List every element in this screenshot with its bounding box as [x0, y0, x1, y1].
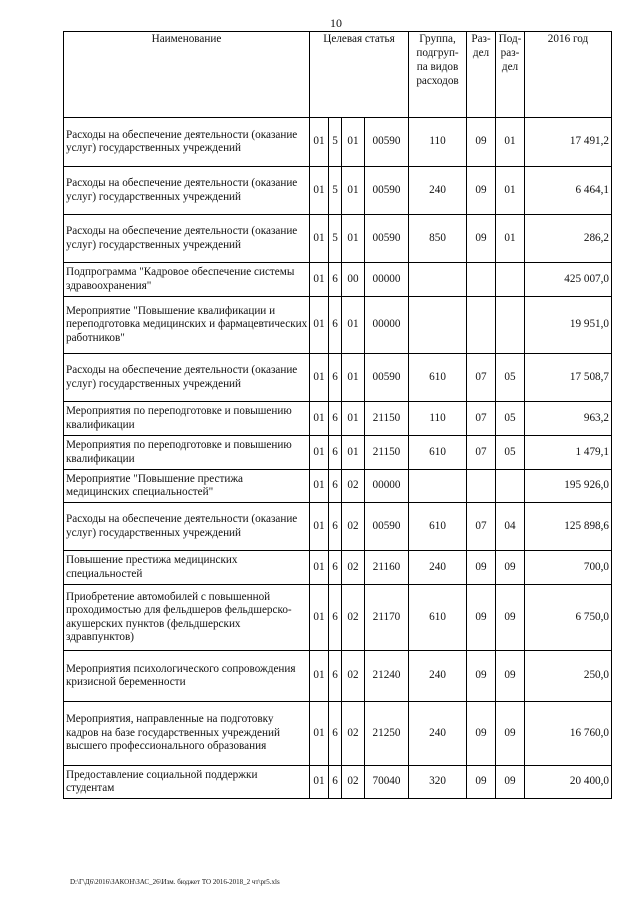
table-row [64, 402, 612, 436]
amount-2016: 286,2 [525, 215, 612, 263]
subsection-code: 04 [496, 503, 525, 551]
target-part-3: 02 [342, 702, 365, 766]
target-part-1: 01 [310, 215, 329, 263]
expense-group [409, 263, 467, 297]
row-name: Предоставление социальной поддержки студентам [64, 766, 310, 799]
target-code: 00000 [365, 263, 409, 297]
section-code: 09 [467, 118, 496, 167]
expense-group: 240 [409, 167, 467, 215]
subsection-code: 01 [496, 215, 525, 263]
expense-group: 240 [409, 702, 467, 766]
target-part-2: 6 [329, 551, 342, 585]
table-row [64, 263, 612, 297]
page-number: 10 [330, 16, 342, 30]
table-row [64, 503, 612, 551]
target-code: 00590 [365, 118, 409, 167]
amount-2016: 125 898,6 [525, 503, 612, 551]
amount-2016: 700,0 [525, 551, 612, 585]
target-part-2: 6 [329, 503, 342, 551]
section-code [467, 470, 496, 503]
subsection-code [496, 263, 525, 297]
column-header-target: Целевая статья [310, 32, 409, 118]
row-name: Мероприятия, направленные на подготовку кадров на базе государственных учреждений высшего профессионального образования [64, 702, 310, 766]
expense-group [409, 297, 467, 354]
target-part-2: 6 [329, 702, 342, 766]
target-part-2: 5 [329, 118, 342, 167]
amount-2016: 195 926,0 [525, 470, 612, 503]
table-header-row [64, 32, 612, 118]
table-row [64, 297, 612, 354]
target-part-3: 00 [342, 263, 365, 297]
row-name: Повышение престижа медицинских специальностей [64, 551, 310, 585]
row-name: Приобретение автомобилей с повышенной проходимостью для фельдшеров фельдшерско-акушерских пунктов (фельдшерских здравпунктов) [64, 585, 310, 651]
target-code: 00590 [365, 167, 409, 215]
target-part-3: 02 [342, 585, 365, 651]
budget-table [63, 31, 612, 799]
subsection-code [496, 297, 525, 354]
row-name: Мероприятия по переподготовке и повышению квалификации [64, 436, 310, 470]
target-part-2: 5 [329, 167, 342, 215]
target-part-1: 01 [310, 766, 329, 799]
amount-2016: 963,2 [525, 402, 612, 436]
column-header-year: 2016 год [525, 32, 612, 118]
table-row [64, 354, 612, 402]
target-code: 21160 [365, 551, 409, 585]
target-code: 00590 [365, 354, 409, 402]
target-part-1: 01 [310, 585, 329, 651]
amount-2016: 20 400,0 [525, 766, 612, 799]
target-part-2: 6 [329, 402, 342, 436]
target-part-1: 01 [310, 436, 329, 470]
target-part-3: 01 [342, 118, 365, 167]
target-part-3: 01 [342, 215, 365, 263]
target-part-3: 01 [342, 297, 365, 354]
target-part-3: 01 [342, 167, 365, 215]
target-part-1: 01 [310, 167, 329, 215]
target-part-3: 02 [342, 470, 365, 503]
expense-group: 610 [409, 585, 467, 651]
target-code: 21170 [365, 585, 409, 651]
amount-2016: 17 508,7 [525, 354, 612, 402]
expense-group: 240 [409, 551, 467, 585]
subsection-code [496, 470, 525, 503]
target-code: 00590 [365, 215, 409, 263]
row-name: Расходы на обеспечение деятельности (оказание услуг) государственных учреждений [64, 215, 310, 263]
row-name: Мероприятия по переподготовке и повышению квалификации [64, 402, 310, 436]
amount-2016: 6 464,1 [525, 167, 612, 215]
table-row [64, 585, 612, 651]
row-name: Расходы на обеспечение деятельности (оказание услуг) государственных учреждений [64, 118, 310, 167]
target-part-2: 6 [329, 651, 342, 702]
section-code: 09 [467, 766, 496, 799]
subsection-code: 05 [496, 354, 525, 402]
expense-group: 850 [409, 215, 467, 263]
target-part-2: 6 [329, 354, 342, 402]
target-part-1: 01 [310, 702, 329, 766]
table-row [64, 702, 612, 766]
target-part-2: 5 [329, 215, 342, 263]
target-part-1: 01 [310, 470, 329, 503]
row-name: Мероприятие "Повышение престижа медицинских специальностей" [64, 470, 310, 503]
subsection-code: 09 [496, 766, 525, 799]
target-part-2: 6 [329, 436, 342, 470]
target-code: 00590 [365, 503, 409, 551]
section-code: 07 [467, 503, 496, 551]
target-part-3: 02 [342, 503, 365, 551]
target-part-2: 6 [329, 470, 342, 503]
target-code: 00000 [365, 297, 409, 354]
target-part-1: 01 [310, 263, 329, 297]
column-header-section: Раз-дел [467, 32, 496, 118]
table-row [64, 551, 612, 585]
expense-group: 240 [409, 651, 467, 702]
target-code: 21150 [365, 402, 409, 436]
row-name: Мероприятия психологического сопровождения кризисной беременности [64, 651, 310, 702]
row-name: Расходы на обеспечение деятельности (оказание услуг) государственных учреждений [64, 354, 310, 402]
target-part-3: 01 [342, 354, 365, 402]
row-name: Расходы на обеспечение деятельности (оказание услуг) государственных учреждений [64, 503, 310, 551]
table-row [64, 215, 612, 263]
expense-group: 610 [409, 503, 467, 551]
row-name: Подпрограмма "Кадровое обеспечение системы здравоохранения" [64, 263, 310, 297]
table-row [64, 167, 612, 215]
column-header-subsection: Под-раз-дел [496, 32, 525, 118]
target-code: 21150 [365, 436, 409, 470]
target-part-1: 01 [310, 402, 329, 436]
subsection-code: 09 [496, 651, 525, 702]
target-part-1: 01 [310, 354, 329, 402]
amount-2016: 250,0 [525, 651, 612, 702]
target-code: 70040 [365, 766, 409, 799]
expense-group [409, 470, 467, 503]
column-header-name: Наименование [64, 32, 310, 118]
row-name: Мероприятие "Повышение квалификации и переподготовка медицинских и фармацевтических работников" [64, 297, 310, 354]
section-code: 09 [467, 585, 496, 651]
target-code: 00000 [365, 470, 409, 503]
target-part-1: 01 [310, 551, 329, 585]
file-path-footer: D:\Г\Д6\2016\ЗАКОН\ЗАС_26\Изм. бюджет ТО 2016-2018_2 чт\pr5.xls [70, 878, 280, 886]
amount-2016: 425 007,0 [525, 263, 612, 297]
section-code: 09 [467, 167, 496, 215]
target-code: 21250 [365, 702, 409, 766]
section-code [467, 297, 496, 354]
expense-group: 610 [409, 436, 467, 470]
subsection-code: 05 [496, 436, 525, 470]
subsection-code: 09 [496, 702, 525, 766]
column-header-group: Группа, подгруп-па видов расходов [409, 32, 467, 118]
target-part-3: 02 [342, 766, 365, 799]
target-part-2: 6 [329, 766, 342, 799]
section-code: 09 [467, 651, 496, 702]
target-part-1: 01 [310, 297, 329, 354]
amount-2016: 19 951,0 [525, 297, 612, 354]
amount-2016: 6 750,0 [525, 585, 612, 651]
subsection-code: 09 [496, 585, 525, 651]
amount-2016: 17 491,2 [525, 118, 612, 167]
section-code: 07 [467, 402, 496, 436]
section-code: 09 [467, 215, 496, 263]
expense-group: 320 [409, 766, 467, 799]
target-part-3: 01 [342, 436, 365, 470]
section-code: 07 [467, 436, 496, 470]
section-code: 09 [467, 551, 496, 585]
expense-group: 110 [409, 118, 467, 167]
section-code [467, 263, 496, 297]
subsection-code: 09 [496, 551, 525, 585]
row-name: Расходы на обеспечение деятельности (оказание услуг) государственных учреждений [64, 167, 310, 215]
target-part-2: 6 [329, 297, 342, 354]
subsection-code: 05 [496, 402, 525, 436]
target-part-1: 01 [310, 651, 329, 702]
expense-group: 110 [409, 402, 467, 436]
table-row [64, 651, 612, 702]
target-code: 21240 [365, 651, 409, 702]
subsection-code: 01 [496, 118, 525, 167]
table-row [64, 470, 612, 503]
target-part-3: 01 [342, 402, 365, 436]
target-part-1: 01 [310, 118, 329, 167]
amount-2016: 16 760,0 [525, 702, 612, 766]
target-part-3: 02 [342, 551, 365, 585]
subsection-code: 01 [496, 167, 525, 215]
target-part-2: 6 [329, 263, 342, 297]
amount-2016: 1 479,1 [525, 436, 612, 470]
target-part-3: 02 [342, 651, 365, 702]
table-row [64, 436, 612, 470]
section-code: 09 [467, 702, 496, 766]
expense-group: 610 [409, 354, 467, 402]
section-code: 07 [467, 354, 496, 402]
table-row [64, 766, 612, 799]
table-row [64, 118, 612, 167]
target-part-1: 01 [310, 503, 329, 551]
target-part-2: 6 [329, 585, 342, 651]
